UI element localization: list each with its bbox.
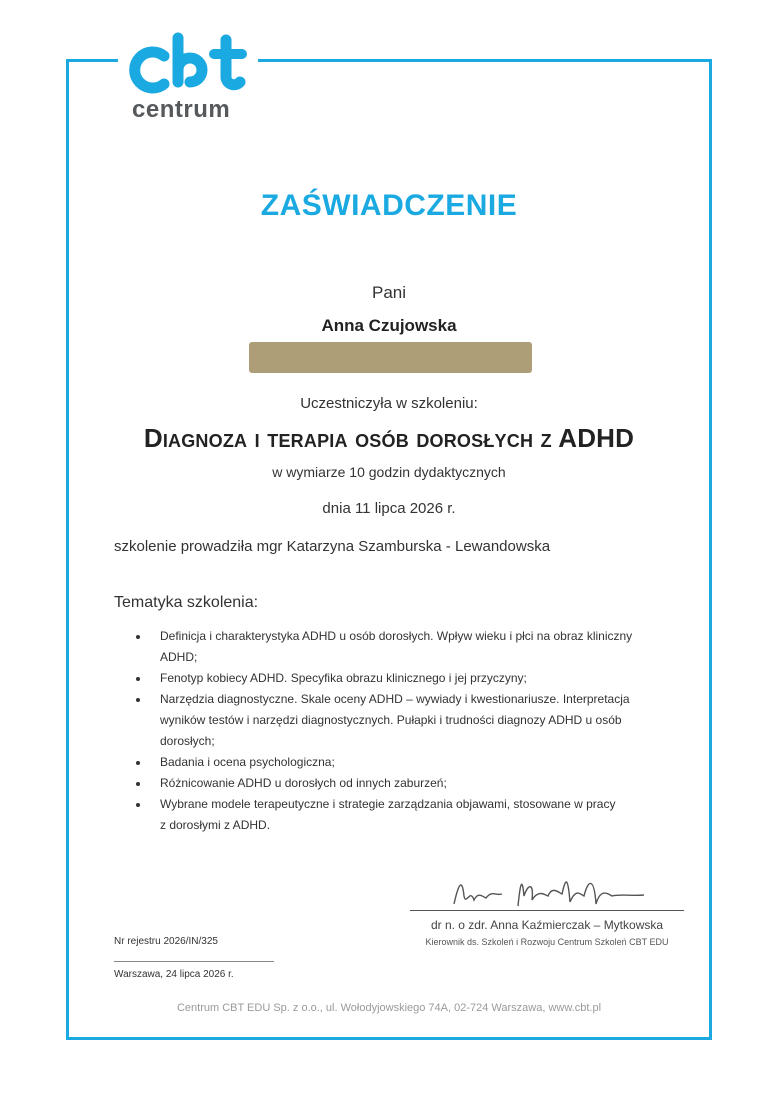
cbt-logo-mark bbox=[126, 32, 250, 98]
signer-role: Kierownik ds. Szkoleń i Rozwoju Centrum Szkoleń CBT EDU bbox=[425, 937, 669, 947]
registry-number: Nr rejestru 2026/IN/325 bbox=[114, 936, 218, 947]
signer-name: dr n. o zdr. Anna Kaźmierczak – Mytkowska bbox=[430, 918, 664, 932]
signature-line bbox=[410, 910, 684, 911]
topic-line: Definicja i charakterystyka ADHD u osób dorosłych. Wpływ wieku i płci na obraz kliniczny bbox=[160, 629, 633, 643]
topics-heading: Tematyka szkolenia: bbox=[114, 594, 259, 611]
document-title: ZAŚWIADCZENIE bbox=[260, 189, 518, 222]
topic-item bbox=[114, 668, 674, 689]
topic-line: Fenotyp kobiecy ADHD. Specyfika obrazu klinicznego i jej przyczyny; bbox=[160, 671, 527, 685]
logo-wordmark: centrum bbox=[132, 96, 231, 123]
topic-line: Narzędzia diagnostyczne. Skale oceny ADHD – wywiady i kwestionariusze. Interpretacja bbox=[160, 692, 630, 706]
topic-item bbox=[114, 689, 674, 752]
topic-line: z dorosłymi z ADHD. bbox=[160, 818, 271, 832]
topic-item bbox=[114, 773, 674, 794]
topic-item bbox=[114, 626, 674, 668]
topics-list bbox=[114, 626, 674, 836]
registry-divider bbox=[114, 961, 274, 962]
issue-place-date: Warszawa, 24 lipca 2026 r. bbox=[114, 969, 234, 980]
handwritten-signature bbox=[448, 866, 648, 916]
participation-label: Uczestniczyła w szkoleniu: bbox=[300, 395, 478, 412]
instructor-line: szkolenie prowadziła mgr Katarzyna Szamburska - Lewandowska bbox=[114, 538, 551, 555]
footer-address: Centrum CBT EDU Sp. z o.o., ul. Wołodyjowskiego 74A, 02-724 Warszawa, www.cbt.pl bbox=[176, 1002, 602, 1014]
course-title bbox=[0, 423, 778, 454]
topic-item bbox=[114, 752, 674, 773]
training-date: dnia 11 lipca 2026 r. bbox=[322, 500, 456, 517]
redaction-bar bbox=[249, 342, 532, 373]
topic-line: Wybrane modele terapeutyczne i strategie zarządzania objawami, stosowane w pracy bbox=[160, 797, 616, 811]
honorific: Pani bbox=[371, 283, 407, 302]
topic-line: wyników testów i narzędzi diagnostycznych. Pułapki i trudności diagnozy ADHD u osób bbox=[160, 713, 622, 727]
cbt-centrum-logo bbox=[118, 30, 258, 126]
topic-line: dorosłych; bbox=[160, 734, 215, 748]
course-title-text: Diagnoza i terapia osób dorosłych z ADHD bbox=[143, 423, 635, 453]
topic-line: ADHD; bbox=[160, 650, 198, 664]
participant-name: Anna Czujowska bbox=[321, 316, 457, 335]
topic-item bbox=[114, 794, 674, 836]
topic-line: Badania i ocena psychologiczna; bbox=[160, 755, 335, 769]
course-hours: w wymiarze 10 godzin dydaktycznych bbox=[272, 464, 506, 480]
topic-line: Różnicowanie ADHD u dorosłych od innych zaburzeń; bbox=[160, 776, 447, 790]
